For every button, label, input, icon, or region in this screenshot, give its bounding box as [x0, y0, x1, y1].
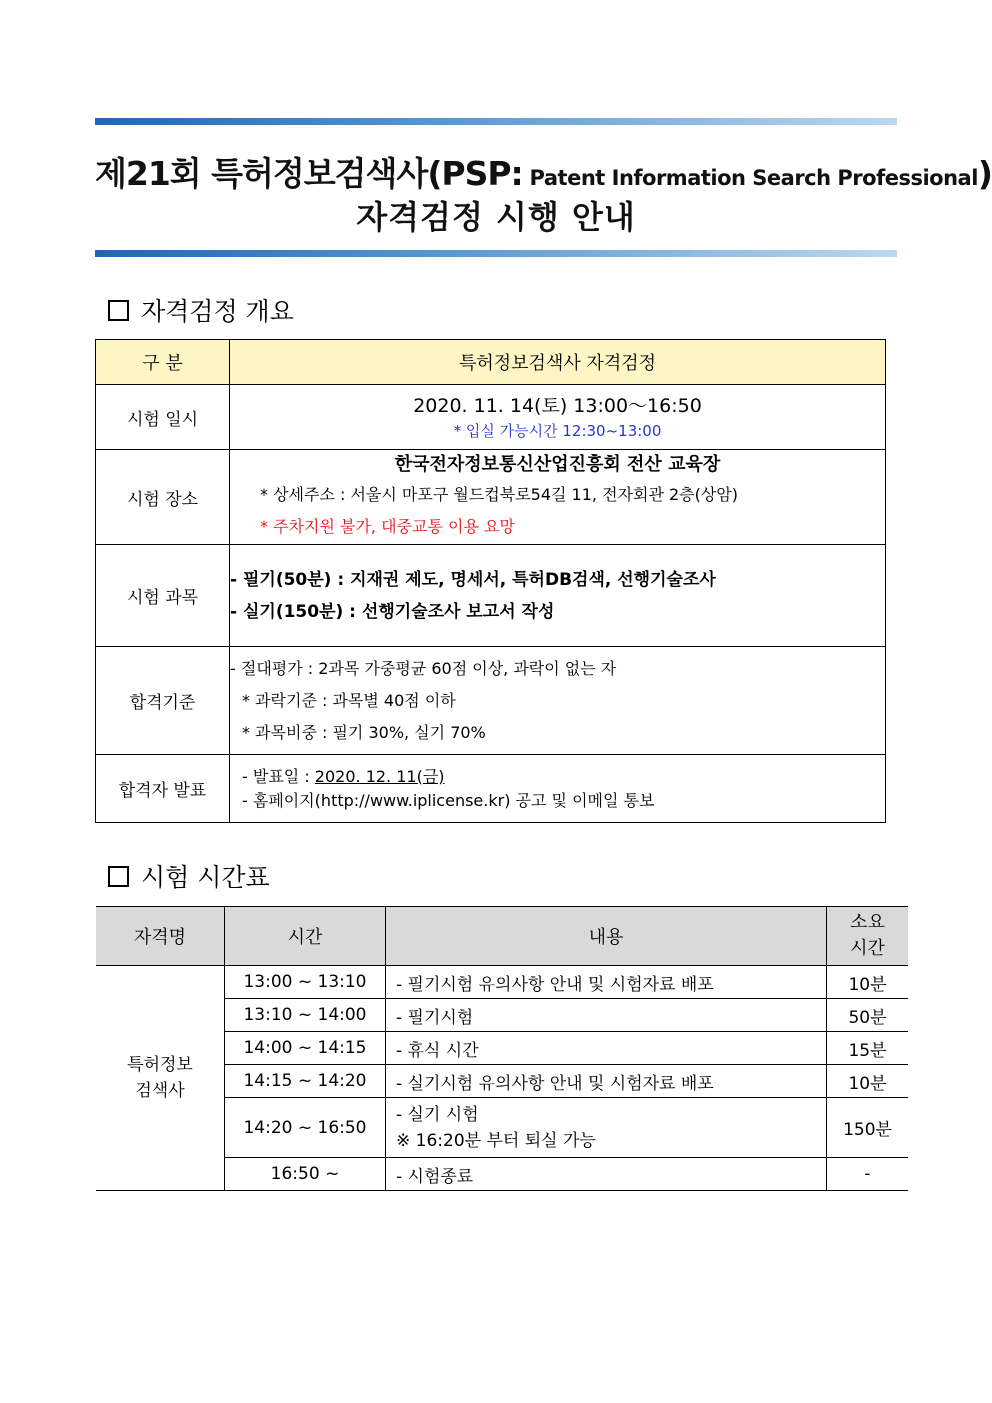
document-subtitle: 자격검정 시행 안내	[356, 198, 636, 236]
exam-subjects-label: 시험 과목	[96, 545, 230, 647]
section-heading-timetable: 시험 시간표	[108, 858, 270, 894]
time-cell: 13:00 ~ 13:10	[225, 966, 386, 999]
duration-cell: -	[827, 1158, 909, 1191]
exam-date-row	[96, 385, 886, 450]
duration-cell: 15분	[827, 1032, 909, 1065]
overview-table	[95, 339, 886, 823]
header-time: 시간	[225, 907, 386, 966]
header-duration: 소요 시간	[827, 907, 909, 966]
exam-date-label: 시험 일시	[96, 385, 230, 450]
title-bottom-bar	[95, 250, 897, 257]
announcement-label: 합격자 발표	[96, 755, 230, 823]
duration-cell: 150분	[827, 1098, 909, 1158]
exam-place-address: * 상세주소 : 서울시 마포구 월드컵북로54길 11, 전자회관 2층(상암)	[260, 485, 739, 504]
table-row	[96, 966, 908, 999]
content-cell: - 필기시험	[386, 999, 827, 1032]
section-heading-overview: 자격검정 개요	[108, 292, 294, 328]
header-label-cell: 구 분	[96, 340, 230, 385]
content-cell: - 필기시험 유의사항 안내 및 시험자료 배포	[386, 966, 827, 999]
pass-criteria-row	[96, 647, 886, 755]
criteria-fail-line: * 과락기준 : 과목별 40점 이하	[242, 690, 456, 710]
checkbox-square-icon	[108, 866, 129, 887]
content-cell: - 휴식 시간	[386, 1032, 827, 1065]
criteria-weight: * 과목비중 : 필기 30%, 실기 70%	[242, 722, 486, 742]
header-value-cell: 특허정보검색사 자격검정	[230, 340, 886, 385]
written-subject: - 필기(50분) : 지재권 제도, 명세서, 특허DB검색, 선행기술조사	[230, 569, 716, 590]
criteria-absolute: - 절대평가 : 2과목 가중평균 60점 이상, 과락이 없는 자	[230, 658, 617, 678]
document-title: 제21회 특허정보검색사(PSP: Patent Information Search Professional)	[95, 154, 992, 193]
content-cell: - 시험종료	[386, 1158, 827, 1191]
qualification-name: 특허정보 검색사	[96, 966, 225, 1191]
overview-header-row	[96, 340, 886, 385]
exam-subjects-row	[96, 545, 886, 647]
announcement-date: 2020. 12. 11(금)	[314, 766, 445, 786]
exam-place-row	[96, 450, 886, 545]
time-cell: 14:15 ~ 14:20	[225, 1065, 386, 1098]
duration-cell: 10분	[827, 966, 909, 999]
announcement-row	[96, 755, 886, 823]
parking-notice: * 주차지원 불가, 대중교통 이용 요망	[260, 517, 515, 536]
duration-cell: 50분	[827, 999, 909, 1032]
time-cell: 13:10 ~ 14:00	[225, 999, 386, 1032]
time-cell: 14:20 ~ 16:50	[225, 1098, 386, 1158]
title-top-bar	[95, 118, 897, 125]
duration-cell: 10분	[827, 1065, 909, 1098]
exam-place-label: 시험 장소	[96, 450, 230, 545]
announcement-date-line: - 발표일 : 2020. 12. 11(금)	[242, 766, 445, 786]
announcement-website: - 홈페이지(http://www.iplicense.kr) 공고 및 이메일 통보	[242, 790, 655, 810]
entry-time-note: * 입실 가능시간 12:30~13:00	[453, 422, 662, 440]
exam-place-name: 한국전자정보통신산업진흥회 전산 교육장	[394, 454, 721, 475]
pass-criteria-label: 합격기준	[96, 647, 230, 755]
practical-subject: - 실기(150분) : 선행기술조사 보고서 작성	[230, 601, 555, 622]
content-cell: - 실기시험 유의사항 안내 및 시험자료 배포	[386, 1065, 827, 1098]
header-content: 내용	[386, 907, 827, 966]
time-cell: 16:50 ~	[225, 1158, 386, 1191]
timetable-table	[96, 906, 908, 1191]
timetable-header-row	[96, 907, 908, 966]
exam-date-value: 2020. 11. 14(토) 13:00～16:50	[413, 395, 702, 417]
checkbox-square-icon	[108, 300, 129, 321]
header-qualification: 자격명	[96, 907, 225, 966]
content-cell: - 실기 시험 ※ 16:20분 부터 퇴실 가능	[386, 1098, 827, 1158]
time-cell: 14:00 ~ 14:15	[225, 1032, 386, 1065]
